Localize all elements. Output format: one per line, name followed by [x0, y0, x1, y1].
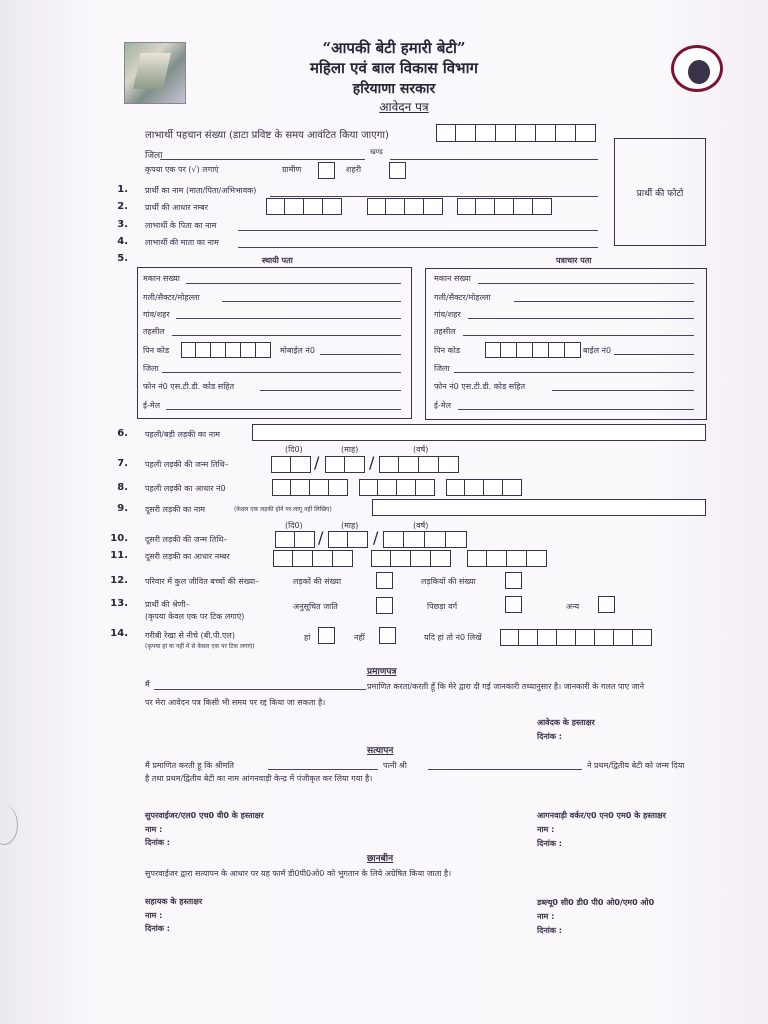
- bpl-yes-label: हां: [304, 633, 311, 642]
- dob2-separator-1: /: [318, 528, 324, 547]
- corr-mobile-field[interactable]: [614, 354, 694, 355]
- supervisor-signature-label: सुपरवाईजर/एल0 एच0 वी0 के हस्ताक्षर: [145, 811, 264, 820]
- supervisor-date-label: दिनांक :: [145, 838, 170, 847]
- field-3-number: 3.: [117, 219, 128, 230]
- bpl-note: (कृपया हां या नहीं में से केवल एक पर टिक लगाएं): [145, 643, 255, 650]
- perm-email-field[interactable]: [166, 409, 401, 410]
- field-9-number: 9.: [117, 503, 128, 514]
- scrutiny-text: सुपरवाईजर द्वारा सत्यापन के आधार पर यह फार्म डी0पी0ओ0 को भुगतान के लिये अग्रेषित किया जाता है।: [145, 869, 452, 878]
- bc-checkbox[interactable]: [505, 596, 522, 613]
- aww-name-label: नाम :: [537, 825, 555, 834]
- perm-village-field[interactable]: [176, 318, 401, 319]
- sc-label: अनुसूचित जाति: [293, 602, 338, 611]
- corr-email-label: ई-मेल: [434, 401, 452, 410]
- girls-count-label: लड़कियों की संख्या: [421, 577, 476, 586]
- field-10-number: 10.: [110, 533, 128, 544]
- corr-tehsil-label: तहसील: [434, 327, 456, 336]
- second-girl-aadhaar-label: दूसरी लड़की का आधार नम्बर: [145, 552, 230, 561]
- corr-phone-field[interactable]: [552, 390, 694, 391]
- government-name: हरियाणा सरकार: [352, 81, 436, 97]
- living-children-label: परिवार में कुल जीवित बच्चों की संख्या–: [145, 577, 260, 586]
- verification-text-4: है तथा प्रथम/द्वितीय बेटी का नाम आंगनवाड़ी केन्द्र में पंजीकृत कर लिया गया है।: [145, 774, 373, 783]
- wcdpo-date-label: दिनांक :: [537, 926, 562, 935]
- field-2-number: 2.: [117, 201, 128, 212]
- second-girl-name-field[interactable]: [372, 499, 706, 516]
- district-label: जिला: [145, 151, 163, 161]
- bpl-label: गरीबी रेखा से नीचे (बी.पी.एल): [145, 631, 235, 640]
- field-12-number: 12.: [110, 575, 128, 586]
- first-girl-dob-label: पहली लड़की की जन्म तिथि–: [145, 460, 229, 469]
- applicant-aadhaar-boxes-2[interactable]: [367, 198, 443, 215]
- bc-label: पिछड़ा वर्ग: [427, 602, 458, 611]
- perm-tehsil-label: तहसील: [143, 327, 165, 336]
- verification-text-3: ने प्रथम/द्वितीय बेटी को जन्म दिया: [587, 761, 685, 770]
- first-girl-name-field[interactable]: [252, 424, 706, 441]
- scrutiny-title: छानबीन: [367, 854, 394, 864]
- field-11-number: 11.: [110, 550, 128, 561]
- perm-house-field[interactable]: [186, 283, 401, 284]
- second-girl-aadhaar-boxes-1[interactable]: [273, 550, 353, 567]
- department-name: महिला एवं बाल विकास विभाग: [310, 59, 478, 77]
- verification-text-1: मैं प्रमाणित करती हू कि श्रीमति: [145, 761, 234, 770]
- dob2-month-label: (माह): [341, 521, 359, 530]
- corr-email-field[interactable]: [458, 409, 694, 410]
- corr-mobile-label: बाईल नं0: [583, 346, 612, 355]
- assistant-signature-label: सहायक के हस्ताक्षर: [145, 897, 203, 906]
- first-girl-aadhaar-boxes-1[interactable]: [272, 479, 348, 496]
- perm-mobile-field[interactable]: [320, 354, 401, 355]
- first-girl-aadhaar-boxes-3[interactable]: [446, 479, 522, 496]
- bpl-yes-checkbox[interactable]: [318, 627, 335, 644]
- wcdpo-signature-label: डब्ल्यू0 सी0 डी0 पी0 ओ0/एम0 ओ0: [537, 898, 655, 907]
- applicant-aadhaar-label: प्रार्थी की आधार नम्बर: [145, 203, 208, 212]
- applicant-photo-box[interactable]: [614, 138, 706, 246]
- bpl-number-label: यदि हां तो नं0 लिखें: [424, 633, 482, 642]
- applicant-date-label: दिनांक :: [537, 732, 562, 741]
- second-girl-aadhaar-boxes-2[interactable]: [371, 550, 451, 567]
- tick-note: कृपया एक पर (√) लगाएं: [145, 165, 219, 174]
- dob2-day-label: (दि0): [285, 521, 303, 530]
- father-name-label: लाभार्थी के पिता का नाम: [145, 221, 217, 230]
- block-label: खण्ड: [370, 148, 383, 156]
- second-girl-name-label: दूसरी लड़की का नाम: [145, 505, 206, 514]
- bpl-no-checkbox[interactable]: [379, 627, 396, 644]
- dob1-month-label: (माह): [341, 445, 359, 454]
- field-4-number: 4.: [117, 236, 128, 247]
- boys-count-label: लड़कों की संख्या: [293, 577, 342, 586]
- rural-checkbox[interactable]: [318, 162, 335, 179]
- rural-label: ग्रामीण: [282, 165, 302, 174]
- father-name-field[interactable]: [238, 230, 598, 231]
- dob2-year-boxes[interactable]: [383, 531, 467, 548]
- dob1-year-boxes[interactable]: [379, 456, 459, 473]
- category-label: प्रार्थी की श्रेणी–: [145, 600, 190, 609]
- corr-lane-field[interactable]: [514, 301, 694, 302]
- form-title: आवेदन पत्र: [379, 100, 429, 114]
- photo-label: प्रार्थी की फोटो: [636, 188, 684, 199]
- applicant-aadhaar-boxes-1[interactable]: [266, 198, 342, 215]
- bpl-no-label: नहीं: [354, 633, 365, 642]
- corr-village-label: गांव/शहर: [434, 310, 461, 319]
- other-category-label: अन्य: [566, 602, 580, 611]
- urban-label: शहरी: [346, 165, 362, 174]
- corr-district-field[interactable]: [454, 372, 694, 373]
- perm-lane-field[interactable]: [222, 301, 401, 302]
- perm-district-field[interactable]: [162, 372, 401, 373]
- corr-phone-label: फोन नं0 एस.टी.डी. कोड सहित: [434, 382, 526, 391]
- verification-title: सत्यापन: [367, 746, 394, 756]
- dob2-day-boxes[interactable]: [275, 531, 315, 548]
- first-girl-aadhaar-label: पहली लड़की का आधार नं0: [145, 484, 226, 493]
- second-girl-aadhaar-boxes-3[interactable]: [467, 550, 547, 567]
- dob1-separator-1: /: [314, 453, 320, 472]
- corr-house-label: मकान सख्या: [434, 274, 471, 283]
- corr-pin-boxes[interactable]: [485, 342, 581, 358]
- field-1-number: 1.: [117, 184, 128, 195]
- sc-checkbox[interactable]: [376, 597, 393, 614]
- field-6-number: 6.: [117, 428, 128, 439]
- district-field[interactable]: [160, 159, 365, 160]
- certificate-text-1: प्रमाणित करता/करती हूँ कि मेरे द्वारा दी गई जानकारी तथ्यानुसार है। जानकारी के गलत पाए जाने: [367, 682, 645, 691]
- page-curl-mark: [0, 805, 18, 845]
- aww-signature-label: आगनवाड़ी वर्कर/ए0 एन0 एम0 के हस्ताक्षर: [537, 811, 667, 820]
- certificate-main-label: मैं: [145, 680, 150, 689]
- perm-lane-label: गली/सैक्टर/मोहल्ला: [143, 293, 200, 302]
- mother-verify-field[interactable]: [268, 769, 378, 770]
- mother-name-field[interactable]: [238, 247, 598, 248]
- beneficiary-id-label: लाभार्थी पहचान संख्या (डाटा प्रविष्ट के समय आवंटित किया जाएगा): [145, 130, 389, 141]
- mother-name-label: लाभार्थी की माता का नाम: [145, 238, 219, 247]
- corr-tehsil-field[interactable]: [463, 335, 694, 336]
- dob1-year-label: (वर्ष): [413, 445, 429, 454]
- second-girl-name-note: (केवल एक लड़की होने पर लागू नहीं लिखिए): [234, 506, 332, 513]
- field-14-number: 14.: [110, 628, 128, 639]
- dob2-year-label: (वर्ष): [413, 521, 429, 530]
- perm-phone-field[interactable]: [260, 390, 401, 391]
- urban-checkbox[interactable]: [389, 162, 406, 179]
- corr-district-label: जिला: [434, 364, 450, 373]
- assistant-name-label: नाम :: [145, 911, 163, 920]
- wcdpo-name-label: नाम :: [537, 912, 555, 921]
- certificate-text-2: पर मेरा आवेदन पत्र किसी भी समय पर रद्द किया जा सकता है।: [145, 698, 326, 707]
- perm-mobile-label: मोबाईल नं0: [280, 346, 315, 355]
- perm-email-label: ई-मेल: [143, 401, 161, 410]
- corr-village-field[interactable]: [468, 318, 694, 319]
- certificate-title: प्रमाणपत्र: [367, 667, 397, 677]
- assistant-date-label: दिनांक :: [145, 924, 170, 933]
- perm-tehsil-field[interactable]: [172, 335, 401, 336]
- perm-pin-boxes[interactable]: [181, 342, 271, 358]
- applicant-name-field[interactable]: [270, 196, 598, 197]
- bpl-number-boxes[interactable]: [500, 629, 652, 646]
- beneficiary-id-boxes[interactable]: [436, 124, 596, 142]
- second-girl-dob-label: दूसरी लड़की की जन्म तिथि–: [145, 535, 228, 544]
- field-8-number: 8.: [117, 482, 128, 493]
- permanent-address-title: स्थायी पता: [262, 256, 293, 265]
- corr-house-field[interactable]: [478, 283, 694, 284]
- supervisor-name-label: नाम :: [145, 825, 163, 834]
- dob2-month-boxes[interactable]: [328, 531, 368, 548]
- husband-verify-field[interactable]: [428, 769, 582, 770]
- correspondence-address-title: पत्राचार पता: [556, 256, 592, 265]
- corr-lane-label: गली/सैक्टर/मोहल्ला: [434, 293, 491, 302]
- perm-district-label: जिला: [143, 364, 159, 373]
- field-13-number: 13.: [110, 598, 128, 609]
- perm-phone-label: फोन नं0 एस.टी.डी. कोड सहित: [143, 382, 235, 391]
- boys-count-box[interactable]: [376, 572, 393, 589]
- other-category-checkbox[interactable]: [598, 596, 615, 613]
- verification-text-2: पत्नी श्री: [383, 761, 407, 770]
- declarant-name-field[interactable]: [154, 689, 366, 690]
- tagline: “आपकी बेटी हमारी बेटी”: [322, 39, 466, 57]
- perm-pin-label: पिन कोड: [143, 346, 170, 355]
- applicant-name-label: प्रार्थी का नाम (माता/पिता/अभिभावक): [145, 186, 257, 195]
- permanent-address-box: [137, 267, 412, 419]
- aww-date-label: दिनांक :: [537, 839, 562, 848]
- applicant-signature-label: आवेदक के हस्ताक्षर: [537, 718, 595, 727]
- applicant-aadhaar-boxes-3[interactable]: [457, 198, 552, 215]
- first-girl-aadhaar-boxes-2[interactable]: [359, 479, 435, 496]
- perm-house-label: मकान सख्या: [143, 274, 180, 283]
- corr-pin-label: पिन कोड: [434, 346, 461, 355]
- first-girl-name-label: पहली/बड़ी लड़की का नाम: [145, 430, 220, 439]
- category-note: (कृपया केवल एक पर टिक लगाएं): [145, 612, 245, 621]
- dob1-day-label: (दि0): [285, 445, 303, 454]
- dob1-month-boxes[interactable]: [325, 456, 365, 473]
- block-field[interactable]: [390, 159, 598, 160]
- field-7-number: 7.: [117, 458, 128, 469]
- girls-count-box[interactable]: [505, 572, 522, 589]
- perm-village-label: गांव/शहर: [143, 310, 170, 319]
- dob1-day-boxes[interactable]: [271, 456, 311, 473]
- field-5-number: 5.: [117, 253, 128, 264]
- dob2-separator-2: /: [373, 528, 379, 547]
- dob1-separator-2: /: [369, 453, 375, 472]
